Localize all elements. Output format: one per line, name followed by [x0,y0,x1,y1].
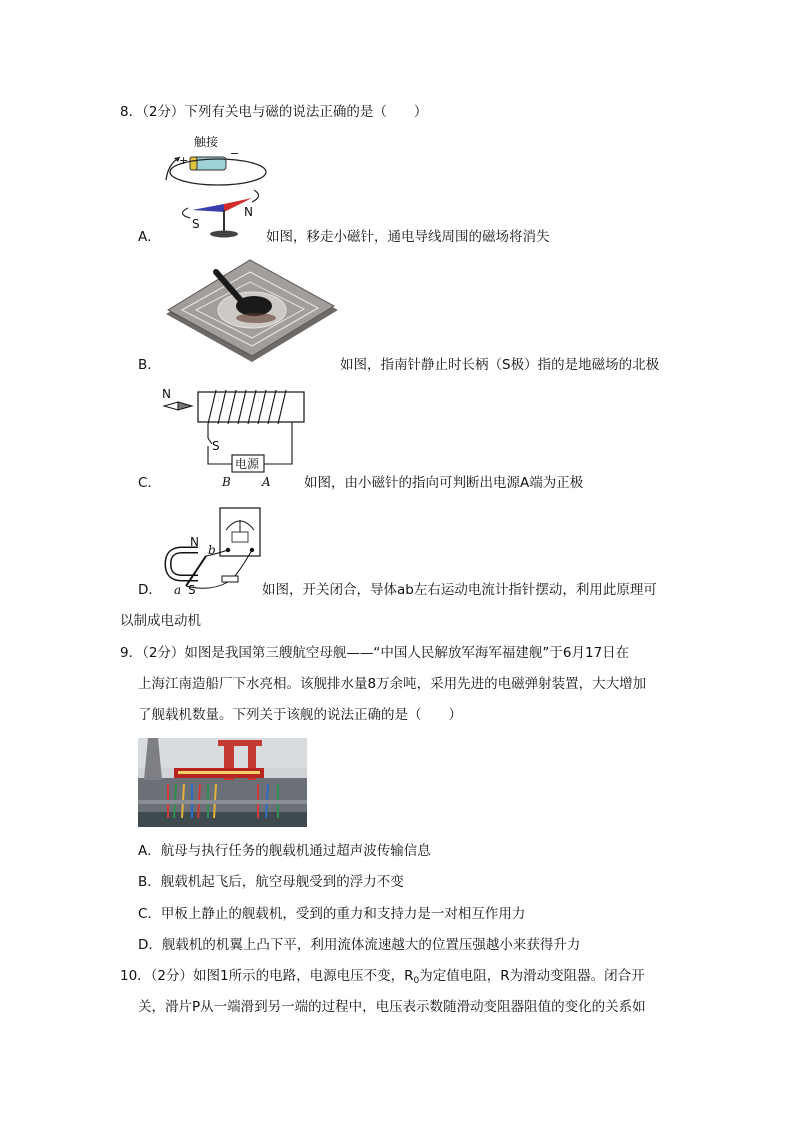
small-needle-right [178,402,192,410]
rotation-arrow-left-icon [182,208,190,218]
q10-sub0: 0 [413,976,420,986]
q8-a-plus-label: + [179,154,189,167]
q8-d-letter: D． [138,582,162,598]
q9-opt-c: C．甲板上静止的舰载机，受到的重力和支持力是一对相互作用力 [138,906,526,922]
q8-a-minus-label: − [230,147,240,160]
carrier-photo [138,738,307,827]
q8-c-n-label: N [162,387,171,401]
q8-d-figure [160,506,266,598]
q8-b-letter: B． [138,357,161,373]
solenoid-core [198,392,304,422]
q8-a-touch-label: 触接 [194,135,219,149]
q8-c-s-label: S [212,439,220,453]
q8-d-b-label: b [208,543,216,557]
q8-c-b-label: B [222,475,231,489]
q8-c-a-label: A [262,475,271,489]
q9-line3: 了舰载机数量。下列关于该舰的说法正确的是（ ） [138,707,462,723]
q8-c-letter: C． [138,475,161,491]
q8-a-n-label: N [244,205,253,219]
q8-c-figure [160,384,310,492]
wire-right [264,422,292,464]
q9-opt-d: D．舰载机的机翼上凸下平，利用流体流速越大的位置压强越小来获得升力 [138,937,581,953]
q8-c-text: 如图，由小磁针的指向可判断出电源A端为正极 [304,475,584,491]
q10-line1-b: 为定值电阻，R为滑动变阻器。闭合开 [419,968,645,984]
small-needle-left [164,402,178,410]
q8-d-a-label: a [174,583,182,597]
water [138,812,307,827]
q8-d-text-cont: 以制成电动机 [120,613,201,629]
rotation-arrow-right-icon [252,190,259,202]
q9-line2: 上海江南造船厂下水亮相。该舰排水量8万余吨，采用先进的电磁弹射装置，大大增加 [138,676,647,692]
galvanometer-window [232,532,248,542]
q9-line1: 9．（2分）如图是我国第三艘航空母舰——“中国人民解放军海军福建舰”于6月17日在 [120,645,630,661]
spoon-shadow [236,313,276,323]
needle-base [210,231,238,238]
needle-south [192,204,224,212]
hull [138,778,307,812]
q8-stem: 8．（2分）下列有关电与磁的说法正确的是（ ） [120,104,428,120]
q9-opt-a: A．航母与执行任务的舰载机通过超声波传输信息 [138,843,431,859]
q10-line2: 关，滑片P从一端滑到另一端的过程中，电压表示数随滑动变阻器阻值的变化的关系如 [138,999,646,1015]
q8-a-letter: A． [138,229,161,245]
q8-b-figure [164,258,340,366]
q8-b-text: 如图，指南针静止时长柄（S极）指的是地磁场的北极 [340,357,660,373]
q8-a-text: 如图，移走小磁针，通电导线周围的磁场将消失 [266,229,550,245]
q10-line1 [120,966,645,991]
switch-icon [222,576,238,582]
battery-cap [190,157,197,170]
q8-c-source-label: 电源 [235,457,260,471]
q8-a-figure [160,132,270,244]
q8-d-s-label: S [188,583,196,597]
q8-d-n-label: N [190,535,199,549]
q8-d-text: 如图，开关闭合，导体ab左右运动电流计指针摆动，利用此原理可 [262,582,657,598]
q8-a-s-label: S [192,217,200,231]
q9-opt-b: B．舰载机起飞后，航空母舰受到的浮力不变 [138,874,404,890]
q10-line1-a: 10．（2分）如图1所示的电路，电源电压不变，R [120,968,414,984]
